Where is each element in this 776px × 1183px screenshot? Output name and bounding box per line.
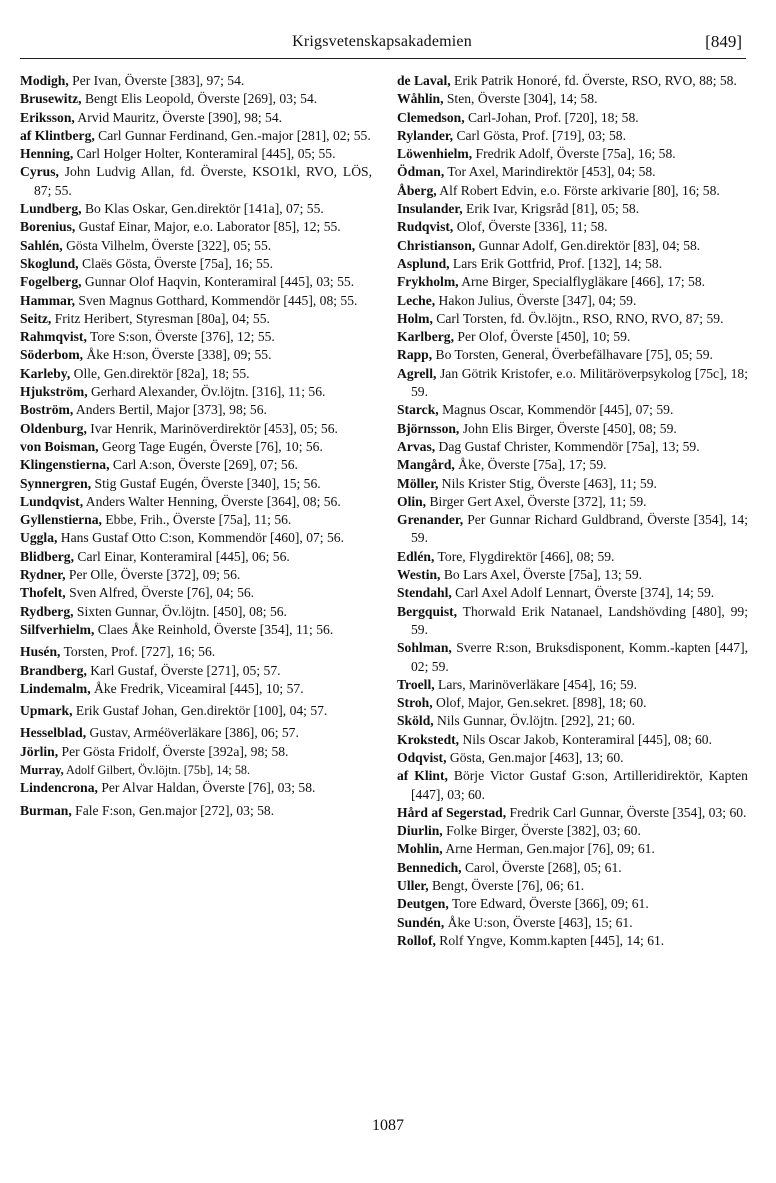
entry-surname: Jörlin, — [20, 743, 59, 759]
entry-details: Rolf Yngve, Komm.kapten [445], 14; 61. — [435, 932, 665, 948]
entry-surname: af Klintberg, — [20, 127, 95, 143]
entry-surname: Hesselblad, — [20, 725, 87, 741]
entry-details: Carl-Johan, Prof. [720], 18; 58. — [464, 109, 639, 125]
entry-surname: Grenander, — [397, 512, 464, 528]
entry-details: Bo Torsten, General, Överbefälhavare [75], 05; 59. — [432, 347, 713, 363]
index-entry — [397, 365, 748, 402]
index-entry — [397, 218, 748, 236]
entry-details: Torsten, Prof. [727], 16; 56. — [60, 644, 216, 660]
entry-details: Karl Gustaf, Överste [271], 05; 57. — [86, 662, 281, 678]
entry-details: Carol, Överste [268], 05; 61. — [461, 859, 622, 875]
entry-surname: Deutgen, — [397, 896, 449, 912]
entry-details: John Ludvig Allan, fd. Överste, KSO1kl, RVO, LÖS, 87; 55. — [34, 164, 372, 198]
entry-surname: Husén, — [20, 644, 61, 660]
index-entry — [397, 310, 748, 328]
entry-details: Åke U:son, Överste [463], 15; 61. — [444, 914, 633, 930]
entry-surname: Asplund, — [397, 255, 450, 271]
entry-details: Hans Gustaf Otto C:son, Kommendör [460], 07; 56. — [57, 530, 344, 546]
entry-surname: Bennedich, — [397, 859, 462, 875]
entry-details: Ebbe, Frih., Överste [75a], 11; 56. — [101, 512, 292, 528]
entry-surname: Edlén, — [397, 548, 435, 564]
entry-surname: Karleby, — [20, 365, 71, 381]
entry-details: Carl Gösta, Prof. [719], 03; 58. — [453, 127, 626, 143]
entry-surname: Rollof, — [397, 932, 436, 948]
index-entry — [397, 292, 748, 310]
left-column — [20, 72, 372, 820]
index-entry — [397, 420, 748, 438]
entry-surname: Mohlin, — [397, 841, 443, 857]
index-entry — [397, 822, 748, 840]
index-entry — [20, 310, 372, 328]
entry-details: Per Ivan, Överste [383], 97; 54. — [68, 73, 245, 88]
entry-details: Sten, Överste [304], 14; 58. — [443, 91, 598, 107]
index-entry — [20, 90, 372, 108]
entry-surname: Eriksson, — [20, 109, 75, 125]
entry-surname: Lindemalm, — [20, 680, 91, 696]
index-entry — [397, 401, 748, 419]
entry-details: Claës Gösta, Överste [75a], 16; 55. — [78, 255, 273, 271]
index-entry — [20, 802, 372, 820]
entry-surname: Wåhlin, — [397, 91, 444, 107]
entry-surname: Uller, — [397, 878, 429, 894]
index-entry — [20, 383, 372, 401]
index-entry — [397, 548, 748, 566]
index-entry — [397, 895, 748, 913]
entry-surname: Westin, — [397, 567, 441, 583]
entry-details: Bo Lars Axel, Överste [75a], 13; 59. — [440, 567, 643, 583]
entry-surname: Diurlin, — [397, 823, 443, 839]
entry-details: Lars Erik Gottfrid, Prof. [132], 14; 58. — [449, 255, 663, 271]
entry-surname: Murray, — [20, 762, 64, 777]
entry-surname: Henning, — [20, 146, 74, 162]
index-entry — [397, 767, 748, 804]
entry-surname: Oldenburg, — [20, 420, 87, 436]
entry-surname: Bergquist, — [397, 603, 458, 619]
entry-details: Gerhard Alexander, Öv.löjtn. [316], 11; 56. — [87, 384, 326, 400]
entry-details: Nils Oscar Jakob, Konteramiral [445], 08; 60. — [459, 731, 713, 747]
entry-details: Adolf Gilbert, Öv.löjtn. [75b], 14; 58. — [63, 762, 251, 777]
entry-details: Olle, Gen.direktör [82a], 18; 55. — [70, 365, 250, 381]
index-entry — [397, 456, 748, 474]
entry-surname: Åberg, — [397, 182, 437, 198]
right-column — [397, 72, 748, 950]
index-entry — [397, 749, 748, 767]
entry-surname: Brusewitz, — [20, 91, 82, 107]
entry-details: Nils Krister Stig, Överste [463], 11; 59. — [438, 475, 657, 491]
index-entry — [20, 702, 372, 720]
index-entry — [397, 712, 748, 730]
entry-details: Arne Herman, Gen.major [76], 09; 61. — [442, 841, 655, 857]
entry-details: Carl Axel Adolf Lennart, Överste [374], 14; 59. — [451, 585, 715, 601]
entry-details: Börje Victor Gustaf G:son, Artilleridirektör, Kapten [447], 03; 60. — [411, 768, 748, 802]
index-entry — [397, 639, 748, 676]
entry-surname: Silfverhielm, — [20, 621, 95, 637]
index-entry — [397, 237, 748, 255]
entry-details: Sven Alfred, Överste [76], 04; 56. — [65, 585, 255, 601]
entry-details: Claes Åke Reinhold, Överste [354], 11; 56. — [94, 621, 334, 637]
entry-surname: Modigh, — [20, 73, 69, 88]
index-entry — [397, 731, 748, 749]
entry-details: Bengt Elis Leopold, Överste [269], 03; 54. — [81, 91, 318, 107]
index-entry — [397, 584, 748, 602]
entry-details: Ivar Henrik, Marinöverdirektör [453], 05; 56. — [86, 420, 338, 436]
index-entry — [20, 420, 372, 438]
index-entry — [20, 529, 372, 547]
index-entry — [397, 90, 748, 108]
entry-details: Arne Birger, Specialflygläkare [466], 17; 58. — [458, 274, 706, 290]
index-entry — [397, 511, 748, 548]
index-entry — [397, 493, 748, 511]
index-entry — [397, 877, 748, 895]
entry-surname: Lindencrona, — [20, 780, 98, 796]
entry-details: Carl Einar, Konteramiral [445], 06; 56. — [74, 548, 290, 564]
page-number: 1087 — [372, 1117, 404, 1134]
entry-surname: Söderbom, — [20, 347, 84, 363]
index-entry — [20, 743, 372, 761]
entry-surname: Rahmqvist, — [20, 329, 87, 345]
entry-details: Gösta, Gen.major [463], 13; 60. — [446, 749, 624, 765]
entry-details: Per Gösta Fridolf, Överste [392a], 98; 58. — [58, 743, 289, 759]
entry-surname: Sundén, — [397, 914, 445, 930]
entry-details: Tore Edward, Överste [366], 09; 61. — [448, 896, 649, 912]
index-entry — [20, 255, 372, 273]
entry-surname: Stroh, — [397, 695, 433, 711]
entry-details: Bo Klas Oskar, Gen.direktör [141a], 07; 55. — [81, 201, 324, 217]
index-entry — [20, 292, 372, 310]
entry-surname: Cyrus, — [20, 164, 59, 180]
entry-surname: Rydberg, — [20, 603, 74, 619]
entry-details: Alf Robert Edvin, e.o. Förste arkivarie [80], 16; 58. — [436, 182, 720, 198]
index-entry — [20, 643, 372, 661]
entry-details: Folke Birger, Överste [382], 03; 60. — [442, 823, 641, 839]
entry-surname: Lundberg, — [20, 201, 82, 217]
index-entry — [20, 761, 372, 779]
entry-details: Gunnar Olof Haqvin, Konteramiral [445], 03; 55. — [81, 274, 355, 290]
index-entry — [397, 438, 748, 456]
entry-surname: Leche, — [397, 292, 436, 308]
entry-surname: Borenius, — [20, 219, 76, 235]
entry-details: Bengt, Överste [76], 06; 61. — [428, 878, 585, 894]
entry-surname: Synnergren, — [20, 475, 92, 491]
entry-surname: Lundqvist, — [20, 493, 84, 509]
index-entry — [397, 109, 748, 127]
entry-details: Per Olof, Överste [450], 10; 59. — [454, 329, 631, 345]
index-entry — [397, 804, 748, 822]
entry-surname: Uggla, — [20, 530, 58, 546]
entry-details: Hakon Julius, Överste [347], 04; 59. — [435, 292, 637, 308]
entry-surname: de Laval, — [397, 73, 451, 88]
entry-surname: Rapp, — [397, 347, 433, 363]
index-entry — [20, 566, 372, 584]
index-entry — [397, 859, 748, 877]
entry-details: Per Gunnar Richard Guldbrand, Överste [354], 14; 59. — [411, 512, 748, 546]
entry-details: Sven Magnus Gotthard, Kommendör [445], 08; 55. — [75, 292, 358, 308]
entry-surname: von Boisman, — [20, 438, 99, 454]
entry-surname: Holm, — [397, 310, 433, 326]
entry-details: Gösta Vilhelm, Överste [322], 05; 55. — [62, 237, 272, 253]
entry-details: Birger Gert Axel, Överste [372], 11; 59. — [426, 493, 647, 509]
entry-surname: Mangård, — [397, 457, 455, 473]
entry-surname: Löwenhielm, — [397, 146, 473, 162]
index-entry — [20, 475, 372, 493]
entry-surname: Björnsson, — [397, 420, 460, 436]
entry-details: Georg Tage Eugén, Överste [76], 10; 56. — [98, 438, 323, 454]
page-reference: [849] — [705, 32, 742, 51]
index-entry — [20, 584, 372, 602]
index-entry — [20, 237, 372, 255]
entry-details: Erik Patrik Honoré, fd. Överste, RSO, RVO, 88; 58. — [450, 73, 737, 88]
index-entry — [397, 840, 748, 858]
entry-surname: Möller, — [397, 475, 439, 491]
entry-details: Fritz Heribert, Styresman [80a], 04; 55. — [51, 310, 270, 326]
index-entry — [20, 493, 372, 511]
entry-details: Nils Gunnar, Öv.löjtn. [292], 21; 60. — [433, 713, 635, 729]
index-entry — [20, 72, 372, 90]
index-entry — [20, 401, 372, 419]
entry-surname: Sahlén, — [20, 237, 63, 253]
entry-surname: Troell, — [397, 676, 435, 692]
entry-details: Sixten Gunnar, Öv.löjtn. [450], 08; 56. — [73, 603, 287, 619]
index-entry — [20, 163, 372, 200]
entry-surname: Hammar, — [20, 292, 75, 308]
index-entry — [20, 438, 372, 456]
entry-details: Tor Axel, Marindirektör [453], 04; 58. — [444, 164, 656, 180]
index-entry — [397, 328, 748, 346]
entry-details: Tore, Flygdirektör [466], 08; 59. — [434, 548, 615, 564]
index-entry — [397, 566, 748, 584]
entry-details: Arvid Mauritz, Överste [390], 98; 54. — [74, 109, 283, 125]
entry-surname: Odqvist, — [397, 749, 447, 765]
entry-surname: Agrell, — [397, 365, 437, 381]
index-entry — [397, 72, 748, 90]
entry-surname: Christianson, — [397, 237, 476, 253]
entry-details: Anders Walter Henning, Överste [364], 08; 56. — [83, 493, 341, 509]
index-entry — [20, 145, 372, 163]
index-entry — [397, 200, 748, 218]
entry-details: Tore S:son, Överste [376], 12; 55. — [86, 329, 275, 345]
entry-surname: Ödman, — [397, 164, 445, 180]
index-entry — [20, 109, 372, 127]
index-entry — [397, 603, 748, 640]
entry-details: Lars, Marinöverläkare [454], 16; 59. — [434, 676, 637, 692]
entry-surname: Sköld, — [397, 713, 434, 729]
index-entry — [20, 200, 372, 218]
entry-details: Magnus Oscar, Kommendör [445], 07; 59. — [438, 402, 674, 418]
entry-details: Åke Fredrik, Viceamiral [445], 10; 57. — [90, 680, 304, 696]
entry-details: Anders Bertil, Major [373], 98; 56. — [73, 402, 267, 418]
entry-surname: Rylander, — [397, 127, 454, 143]
index-entry — [397, 914, 748, 932]
entry-details: Per Olle, Överste [372], 09; 56. — [65, 567, 241, 583]
entry-surname: Thofelt, — [20, 585, 66, 601]
entry-details: Per Alvar Haldan, Överste [76], 03; 58. — [97, 780, 316, 796]
entry-surname: Burman, — [20, 802, 72, 818]
entry-details: Gustaf Einar, Major, e.o. Laborator [85], 12; 55. — [75, 219, 341, 235]
index-entry — [20, 127, 372, 145]
entry-details: Gustav, Arméöverläkare [386], 06; 57. — [86, 725, 299, 741]
entry-details: Fredrik Adolf, Överste [75a], 16; 58. — [472, 146, 676, 162]
entry-surname: Upmark, — [20, 703, 73, 719]
entry-details: Carl A:son, Överste [269], 07; 56. — [109, 457, 298, 473]
entry-surname: Starck, — [397, 402, 439, 418]
entry-surname: Boström, — [20, 402, 74, 418]
index-entry — [397, 475, 748, 493]
index-entry — [20, 603, 372, 621]
entry-details: Dag Gustaf Christer, Kommendör [75a], 13; 59. — [435, 438, 700, 454]
index-entry — [20, 456, 372, 474]
page-title: Krigsvetenskapsakademien — [292, 33, 472, 50]
index-entry — [20, 724, 372, 742]
entry-surname: Arvas, — [397, 438, 436, 454]
entry-surname: Rudqvist, — [397, 219, 454, 235]
index-entry — [20, 365, 372, 383]
entry-surname: af Klint, — [397, 768, 448, 784]
entry-details: Jan Götrik Kristofer, e.o. Militäröverpsykolog [75c], 18; 59. — [411, 365, 748, 400]
index-entry — [397, 694, 748, 712]
index-entry — [397, 676, 748, 694]
entry-surname: Insulander, — [397, 201, 463, 217]
entry-details: Sverre R:son, Bruksdisponent, Komm.-kapten [447], 02; 59. — [411, 640, 748, 674]
entry-details: Åke, Överste [75a], 17; 59. — [454, 457, 607, 473]
index-entry — [20, 548, 372, 566]
entry-surname: Hård af Segerstad, — [397, 804, 507, 820]
index-entry — [397, 127, 748, 145]
entry-details: John Elis Birger, Överste [450], 08; 59. — [459, 420, 677, 436]
entry-details: Fredrik Carl Gunnar, Överste [354], 03; 60. — [506, 804, 747, 820]
index-entry — [20, 680, 372, 698]
entry-surname: Karlberg, — [397, 329, 455, 345]
entry-surname: Clemedson, — [397, 109, 465, 125]
entry-surname: Gyllenstierna, — [20, 512, 102, 528]
index-entry — [397, 182, 748, 200]
entry-surname: Skoglund, — [20, 255, 79, 271]
entry-surname: Seitz, — [20, 310, 52, 326]
index-entry — [397, 255, 748, 273]
index-entry — [397, 145, 748, 163]
entry-details: Carl Torsten, fd. Öv.löjtn., RSO, RNO, RVO, 87; 59. — [432, 310, 724, 326]
index-entry — [20, 621, 372, 639]
index-entry — [397, 932, 748, 950]
entry-details: Carl Gunnar Ferdinand, Gen.-major [281], 02; 55. — [94, 127, 371, 143]
index-entry — [20, 511, 372, 529]
entry-surname: Frykholm, — [397, 274, 459, 290]
entry-details: Thorwald Erik Natanael, Landshövding [480], 99; 59. — [411, 603, 748, 637]
entry-surname: Hjukström, — [20, 384, 88, 400]
index-entry — [20, 218, 372, 236]
entry-details: Erik Ivar, Krigsråd [81], 05; 58. — [462, 201, 640, 217]
index-entry — [20, 346, 372, 364]
index-entry — [397, 163, 748, 181]
entry-details: Gunnar Adolf, Gen.direktör [83], 04; 58. — [475, 237, 701, 253]
header-rule — [20, 58, 746, 59]
index-entry — [397, 273, 748, 291]
entry-details: Carl Holger Holter, Konteramiral [445], 05; 55. — [73, 146, 336, 162]
entry-surname: Fogelberg, — [20, 274, 82, 290]
entry-surname: Blidberg, — [20, 548, 75, 564]
entry-surname: Klingenstierna, — [20, 457, 110, 473]
entry-details: Fale F:son, Gen.major [272], 03; 58. — [71, 802, 275, 818]
index-entry — [20, 662, 372, 680]
entry-surname: Rydner, — [20, 567, 66, 583]
entry-details: Åke H:son, Överste [338], 09; 55. — [83, 347, 272, 363]
entry-details: Erik Gustaf Johan, Gen.direktör [100], 04; 57. — [72, 703, 328, 719]
entry-surname: Olin, — [397, 493, 427, 509]
index-entry — [20, 779, 372, 797]
entry-surname: Sohlman, — [397, 640, 452, 656]
page-header — [20, 30, 744, 58]
index-entry — [20, 328, 372, 346]
entry-details: Olof, Major, Gen.sekret. [898], 18; 60. — [432, 695, 647, 711]
entry-surname: Brandberg, — [20, 662, 87, 678]
entry-surname: Krokstedt, — [397, 731, 460, 747]
entry-surname: Stendahl, — [397, 585, 452, 601]
index-entry — [397, 346, 748, 364]
entry-details: Olof, Överste [336], 11; 58. — [453, 219, 608, 235]
entry-details: Stig Gustaf Eugén, Överste [340], 15; 56. — [91, 475, 321, 491]
index-entry — [20, 273, 372, 291]
